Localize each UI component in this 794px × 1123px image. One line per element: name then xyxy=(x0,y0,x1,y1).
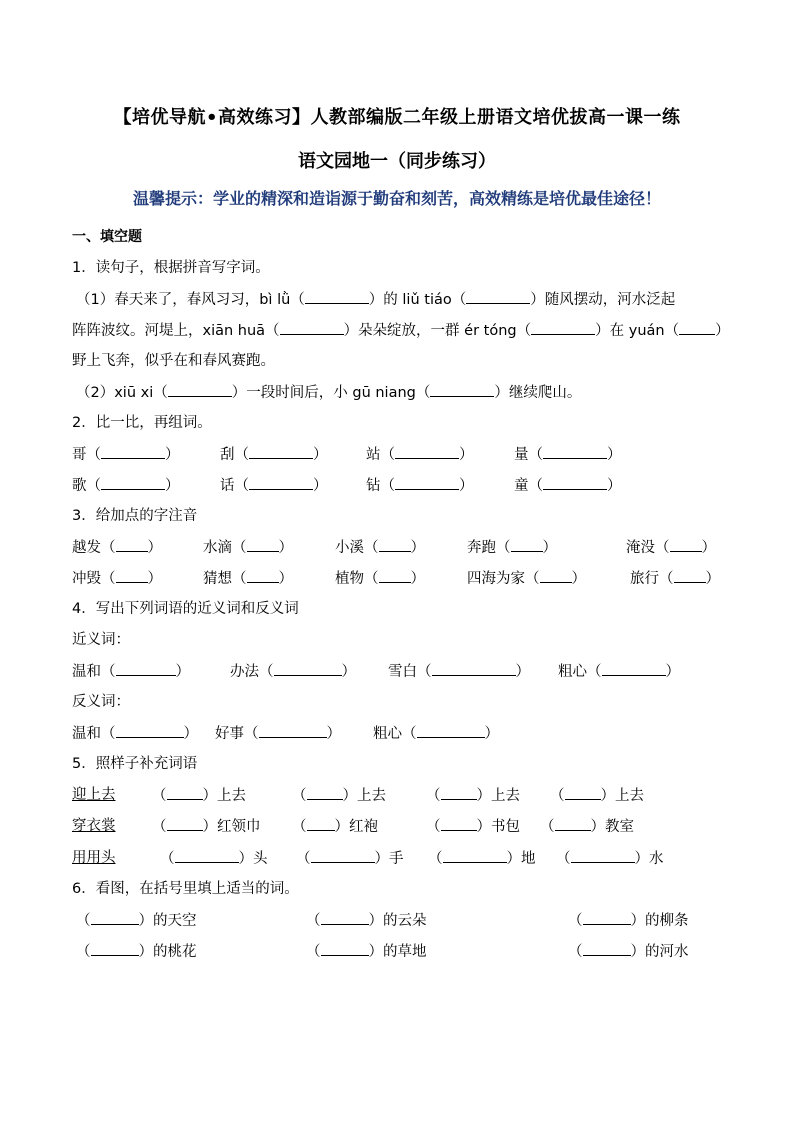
pinyin-item: 奔跑（ ） xyxy=(467,537,557,558)
page-subtitle: 语文园地一（同步练习） xyxy=(298,151,496,172)
page-title: 【培优导航•高效练习】人教部编版二年级上册语文培优拔高一课一练 xyxy=(113,107,681,128)
answer-blank[interactable] xyxy=(168,382,232,397)
answer-blank[interactable] xyxy=(379,537,411,552)
fill-word-item: （ ）红领巾 xyxy=(152,816,261,837)
fill-word-item: （ ）上去 xyxy=(550,785,644,806)
answer-blank[interactable] xyxy=(565,785,601,800)
answer-blank[interactable] xyxy=(674,568,706,583)
pinyin-item: 四海为家（ ） xyxy=(467,568,586,589)
compare-word-item: 歌（ ） xyxy=(72,475,180,496)
describe-word-item: （ ）的桃花 xyxy=(76,941,197,962)
antonym-label: 反义词： xyxy=(72,694,130,710)
answer-blank[interactable] xyxy=(249,444,313,459)
answer-blank[interactable] xyxy=(311,848,375,863)
q1-paragraph-line: 阵阵波纹。河堤上，xiān huā（ ）朵朵绽放，一群 ér tóng（ ）在 yuán（ ） xyxy=(72,320,730,341)
fill-word-item: （ ）上去 xyxy=(152,785,246,806)
pinyin-item: 水滴（ ） xyxy=(203,537,293,558)
answer-blank[interactable] xyxy=(259,723,327,738)
answer-blank[interactable] xyxy=(167,816,203,831)
fill-word-item: （ ）红袍 xyxy=(292,816,378,837)
answer-blank[interactable] xyxy=(116,661,176,676)
answer-blank[interactable] xyxy=(443,848,507,863)
example-word: 用用头 xyxy=(72,850,116,866)
antonym-item: 温和（ ） xyxy=(72,723,198,744)
answer-blank[interactable] xyxy=(583,941,631,956)
answer-blank[interactable] xyxy=(280,320,344,335)
answer-blank[interactable] xyxy=(670,537,702,552)
antonym-item: 粗心（ ） xyxy=(373,723,499,744)
fill-word-item: （ ）地 xyxy=(428,848,536,869)
fill-word-item: （ ）上去 xyxy=(292,785,386,806)
pinyin-item: 冲毁（ ） xyxy=(72,568,162,589)
describe-word-item: （ ）的天空 xyxy=(76,910,197,931)
answer-blank[interactable] xyxy=(531,320,595,335)
answer-blank[interactable] xyxy=(441,785,477,800)
q1-paragraph-line: （2）xiū xi（ ）一段时间后，小 gū niang（ ）继续爬山。 xyxy=(76,382,581,403)
fill-word-item: （ ）书包 xyxy=(426,816,520,837)
synonym-item: 温和（ ） xyxy=(72,661,190,682)
describe-word-item: （ ）的河水 xyxy=(568,941,689,962)
answer-blank[interactable] xyxy=(430,382,494,397)
answer-blank[interactable] xyxy=(441,816,477,831)
antonym-item: 好事（ ） xyxy=(215,723,341,744)
answer-blank[interactable] xyxy=(555,816,591,831)
q1-paragraph-line: 野上飞奔，似乎在和春风赛跑。 xyxy=(72,353,275,369)
answer-blank[interactable] xyxy=(307,785,343,800)
answer-blank[interactable] xyxy=(583,910,631,925)
question-6-title: 6．看图，在括号里填上适当的词。 xyxy=(72,881,299,897)
answer-blank[interactable] xyxy=(543,444,607,459)
compare-word-item: 量（ ） xyxy=(514,444,622,465)
synonym-item: 办法（ ） xyxy=(230,661,356,682)
compare-word-item: 站（ ） xyxy=(366,444,474,465)
answer-blank[interactable] xyxy=(321,910,369,925)
compare-word-item: 钻（ ） xyxy=(366,475,474,496)
pinyin-item: 猜想（ ） xyxy=(203,568,293,589)
fill-word-item: （ ）头 xyxy=(160,848,268,869)
answer-blank[interactable] xyxy=(249,475,313,490)
tip-text: 温馨提示：学业的精深和造诣源于勤奋和刻苦，高效精练是培优最佳途径！ xyxy=(132,189,661,208)
fill-word-item: （ ）水 xyxy=(556,848,664,869)
question-4-title: 4．写出下列词语的近义词和反义词 xyxy=(72,601,299,617)
fill-word-item: （ ）教室 xyxy=(540,816,634,837)
synonym-item: 粗心（ ） xyxy=(558,661,680,682)
pinyin-item: 淹没（ ） xyxy=(626,537,716,558)
answer-blank[interactable] xyxy=(307,816,335,831)
answer-blank[interactable] xyxy=(679,320,715,335)
answer-blank[interactable] xyxy=(101,444,165,459)
compare-word-item: 刮（ ） xyxy=(220,444,328,465)
answer-blank[interactable] xyxy=(247,568,279,583)
answer-blank[interactable] xyxy=(417,723,485,738)
example-word: 迎上去 xyxy=(72,787,116,803)
answer-blank[interactable] xyxy=(395,444,459,459)
answer-blank[interactable] xyxy=(247,537,279,552)
q1-paragraph-line: （1）春天来了，春风习习，bì lǜ（ ）的 liǔ tiáo（ ）随风摆动，河水泛起 xyxy=(76,289,675,310)
answer-blank[interactable] xyxy=(543,475,607,490)
answer-blank[interactable] xyxy=(305,289,369,304)
answer-blank[interactable] xyxy=(91,910,139,925)
answer-blank[interactable] xyxy=(321,941,369,956)
compare-word-item: 童（ ） xyxy=(514,475,622,496)
answer-blank[interactable] xyxy=(602,661,666,676)
question-3-title: 3．给加点的字注音 xyxy=(72,508,198,524)
synonym-label: 近义词： xyxy=(72,632,130,648)
answer-blank[interactable] xyxy=(466,289,530,304)
answer-blank[interactable] xyxy=(274,661,342,676)
answer-blank[interactable] xyxy=(175,848,239,863)
compare-word-item: 哥（ ） xyxy=(72,444,180,465)
question-1-title: 1．读句子，根据拼音写字词。 xyxy=(72,260,270,276)
answer-blank[interactable] xyxy=(571,848,635,863)
question-2-title: 2．比一比，再组词。 xyxy=(72,415,212,431)
answer-blank[interactable] xyxy=(167,785,203,800)
describe-word-item: （ ）的柳条 xyxy=(568,910,689,931)
answer-blank[interactable] xyxy=(511,537,543,552)
pinyin-item: 小溪（ ） xyxy=(335,537,425,558)
answer-blank[interactable] xyxy=(395,475,459,490)
answer-blank[interactable] xyxy=(116,537,148,552)
pinyin-item: 旅行（ ） xyxy=(630,568,720,589)
answer-blank[interactable] xyxy=(91,941,139,956)
question-5-title: 5．照样子补充词语 xyxy=(72,756,198,772)
describe-word-item: （ ）的草地 xyxy=(306,941,427,962)
answer-blank[interactable] xyxy=(116,568,148,583)
answer-blank[interactable] xyxy=(379,568,411,583)
pinyin-item: 越发（ ） xyxy=(72,537,162,558)
synonym-item: 雪白（ ） xyxy=(388,661,530,682)
fill-word-item: （ ）手 xyxy=(296,848,404,869)
fill-word-item: （ ）上去 xyxy=(426,785,520,806)
describe-word-item: （ ）的云朵 xyxy=(306,910,427,931)
compare-word-item: 话（ ） xyxy=(220,475,328,496)
section-heading: 一、填空题 xyxy=(72,229,142,245)
example-word: 穿衣裳 xyxy=(72,818,116,834)
answer-blank[interactable] xyxy=(540,568,572,583)
answer-blank[interactable] xyxy=(116,723,184,738)
answer-blank[interactable] xyxy=(432,661,516,676)
answer-blank[interactable] xyxy=(101,475,165,490)
pinyin-item: 植物（ ） xyxy=(335,568,425,589)
